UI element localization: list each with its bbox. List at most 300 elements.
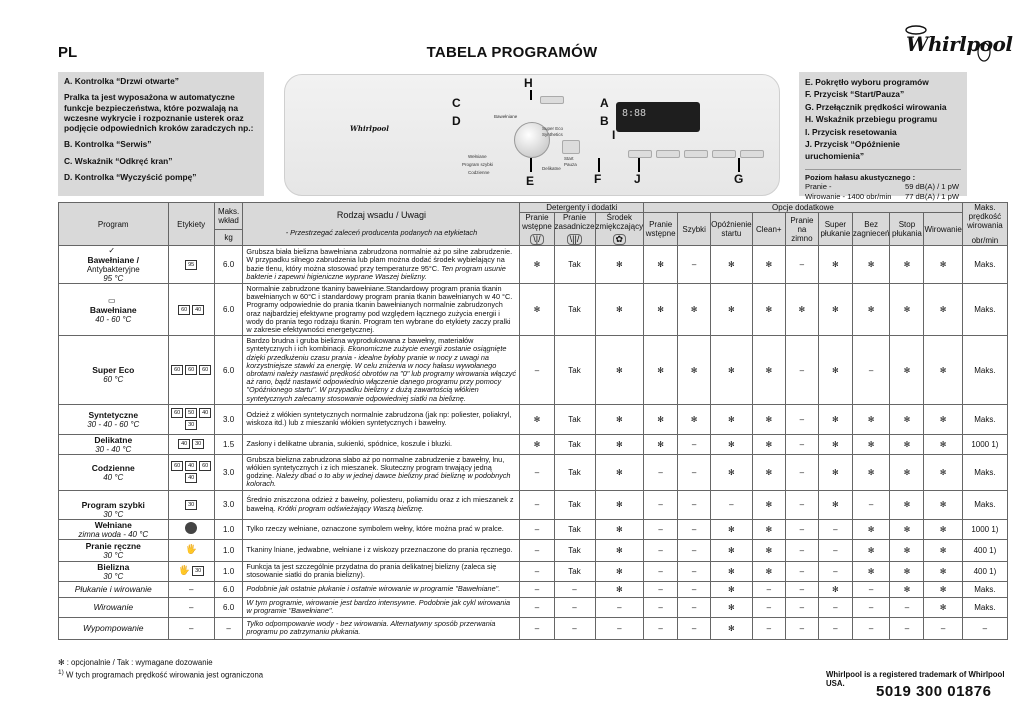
detergent-value: Tak bbox=[554, 454, 595, 490]
option-value: ✻ bbox=[752, 539, 785, 561]
kg-label: kg bbox=[215, 229, 243, 242]
detergent-value: – bbox=[520, 597, 554, 617]
labels-cell bbox=[168, 581, 214, 597]
option-value: ✻ bbox=[752, 490, 785, 519]
table-row bbox=[59, 490, 1008, 519]
letter-a: A bbox=[600, 96, 609, 110]
program-cell bbox=[59, 539, 169, 561]
knob-label: Pauza bbox=[564, 162, 577, 167]
max-load-value: 1.0 bbox=[214, 519, 243, 539]
detergent-value: – bbox=[520, 490, 554, 519]
option-col: Wirowanie bbox=[924, 213, 962, 246]
wash-temp-icon: 30 bbox=[192, 439, 204, 449]
wash-temp-icon: 30 bbox=[185, 500, 197, 510]
letter-h: H bbox=[524, 76, 533, 90]
option-value: ✻ bbox=[818, 454, 852, 490]
wash-temp-icon: 60 bbox=[171, 408, 183, 418]
wash-temp-icon: 60 bbox=[171, 461, 183, 471]
table-row bbox=[59, 561, 1008, 581]
table-row bbox=[59, 404, 1008, 434]
option-value: ✻ bbox=[711, 454, 752, 490]
antibac-icon: ✓ bbox=[108, 246, 116, 255]
description-text: Tkaniny lniane, jedwabne, wełniane i z wiskozy przeznaczone do prania ręcznego. bbox=[246, 545, 513, 555]
option-value: – bbox=[852, 490, 889, 519]
option-value: ✻ bbox=[785, 284, 818, 336]
option-value: ✻ bbox=[890, 561, 924, 581]
pointer-arrow bbox=[738, 158, 740, 172]
option-value: – bbox=[852, 597, 889, 617]
program-temp: 30 - 40 - 60 °C bbox=[87, 419, 140, 429]
panel-logo: Whirlpool bbox=[350, 124, 389, 133]
option-value: – bbox=[644, 454, 678, 490]
option-col: Pranie wstępne bbox=[644, 213, 678, 246]
option-value: ✻ bbox=[752, 284, 785, 336]
option-value: ✻ bbox=[924, 246, 962, 284]
max-load-value: 1.5 bbox=[214, 434, 243, 454]
option-button bbox=[656, 150, 680, 158]
detergent-value: ✻ bbox=[595, 581, 644, 597]
program-temp: 95 °C bbox=[103, 274, 124, 283]
detergent-col bbox=[520, 213, 554, 246]
option-value: ✻ bbox=[752, 519, 785, 539]
table-row bbox=[59, 519, 1008, 539]
description-note: Należy dbać o to aby w jednej dawce bielizny prać bieliznę w podobnych kolorach. bbox=[246, 471, 511, 489]
option-value: – bbox=[785, 539, 818, 561]
legend-g: G. Przełącznik prędkości wirowania bbox=[805, 101, 947, 112]
legend-d: D. Kontrolka “Wyczyścić pompę” bbox=[64, 172, 197, 183]
option-value: ✻ bbox=[924, 454, 962, 490]
legend-a-desc: Pralka ta jest wyposażona w automatyczne funkcje bezpieczeństwa, które pozwalają na wczesne wykrycie i rozpoznanie usterek oraz podjęcie odpowiednich kroków zaradczych np.: bbox=[64, 92, 254, 134]
option-col: Stop płukania bbox=[890, 213, 924, 246]
option-value: ✻ bbox=[711, 404, 752, 434]
option-value: – bbox=[678, 617, 711, 639]
option-value: – bbox=[678, 539, 711, 561]
pointer-arrow bbox=[638, 158, 640, 172]
footnote-1 bbox=[58, 668, 263, 680]
document-code: 5019 300 01876 bbox=[876, 683, 992, 700]
option-value: – bbox=[644, 581, 678, 597]
pointer-arrow bbox=[530, 90, 532, 100]
option-value: ✻ bbox=[852, 519, 889, 539]
option-value: – bbox=[818, 561, 852, 581]
option-value: – bbox=[785, 597, 818, 617]
cotton-icon: ▭ bbox=[107, 295, 116, 305]
option-value: – bbox=[678, 454, 711, 490]
program-cell bbox=[59, 581, 169, 597]
option-col: Super płukanie bbox=[818, 213, 852, 246]
option-value: ✻ bbox=[924, 336, 962, 405]
load-description bbox=[243, 404, 520, 434]
program-temp: 30 °C bbox=[103, 571, 124, 581]
col-program: Program bbox=[59, 203, 169, 246]
detergent-value: ✻ bbox=[520, 404, 554, 434]
noise-title: Poziom hałasu akustycznego : bbox=[805, 172, 916, 182]
detergent-value: – bbox=[520, 539, 554, 561]
spin-value: 400 1) bbox=[962, 561, 1007, 581]
labels-cell bbox=[168, 539, 214, 561]
load-description bbox=[243, 490, 520, 519]
footnote-text: W tych programach prędkość wirowania jest ograniczona bbox=[65, 670, 264, 680]
option-value: – bbox=[924, 617, 962, 639]
detergent-value: ✻ bbox=[595, 336, 644, 405]
description-text: Tylko rzeczy wełniane, oznaczone symbolem wełny, które można prać w pralce. bbox=[246, 524, 504, 534]
detergent-value: – bbox=[595, 617, 644, 639]
option-col: Bez zagnieceń bbox=[852, 213, 889, 246]
program-temp: 30 °C bbox=[103, 509, 124, 519]
option-value: ✻ bbox=[924, 581, 962, 597]
program-cell bbox=[59, 597, 169, 617]
knob-label: Super Eco bbox=[542, 126, 564, 131]
option-button bbox=[740, 150, 764, 158]
description-note: Ekonomiczne zużycie energii zostanie osiągnięte dzięki przedłużeniu czasu prania - idealne byłoby pranie w nocy z uwagi na korzystniejsze stawki za energię. W celu zniżenia w nocy hałasu wywołanego obrotami należy nastawić prędkość obrotów na "0" lub programy wirowania włączyć aż rano, bądź nastawić odpowiednio włączenie danego programu przy pomocy "Opóźnionego startu". W przypadku bielizny z dużą zawartością włókien syntetycznych zalecamy stosowanie odpowiedniej siatki na bieliznę. bbox=[246, 344, 517, 403]
program-name: Bielizna bbox=[97, 561, 130, 572]
load-description bbox=[243, 539, 520, 561]
hand-wash-icon: 🖐 bbox=[178, 565, 190, 576]
option-value: ✻ bbox=[852, 284, 889, 336]
drawer-compartment-icon: ✿ bbox=[613, 234, 627, 245]
program-cell bbox=[59, 284, 169, 336]
wash-temp-icon: 60 bbox=[178, 305, 190, 315]
spin-value: 400 1) bbox=[962, 539, 1007, 561]
detergent-value: – bbox=[554, 597, 595, 617]
option-value: ✻ bbox=[924, 284, 962, 336]
legend-f: F. Przycisk “Start/Pauza” bbox=[805, 89, 905, 100]
trademark-note: Whirlpool is a registered trademark of Whirlpool USA. bbox=[826, 670, 1005, 688]
wash-temp-icon: 40 bbox=[185, 461, 197, 471]
description-text: Funkcja ta jest szczególnie przydatna do prania delikatnej bielizny (zaleca się stosowanie siatki do prania bielizny). bbox=[246, 561, 497, 580]
option-value: ✻ bbox=[924, 519, 962, 539]
detergent-value: ✻ bbox=[595, 246, 644, 284]
option-value: ✻ bbox=[678, 404, 711, 434]
option-value: – bbox=[678, 490, 711, 519]
language-code: PL bbox=[58, 44, 78, 61]
wash-temp-icon: 30 bbox=[192, 566, 204, 576]
option-value: ✻ bbox=[644, 336, 678, 405]
option-value: ✻ bbox=[818, 336, 852, 405]
option-value: – bbox=[644, 539, 678, 561]
option-value: ✻ bbox=[644, 246, 678, 284]
option-value: ✻ bbox=[852, 404, 889, 434]
detergent-value: Tak bbox=[554, 539, 595, 561]
option-value: ✻ bbox=[818, 581, 852, 597]
program-name: Program szybki bbox=[81, 499, 145, 510]
detergent-value: ✻ bbox=[595, 404, 644, 434]
wool-icon bbox=[185, 522, 197, 534]
option-value: ✻ bbox=[852, 539, 889, 561]
program-name-2: Antybakteryjne bbox=[86, 265, 140, 274]
col-load-type bbox=[243, 203, 520, 246]
detergent-value: – bbox=[554, 617, 595, 639]
option-value: ✻ bbox=[711, 284, 752, 336]
option-value: ✻ bbox=[711, 519, 752, 539]
table-row bbox=[59, 617, 1008, 639]
footnote-legend: ✻ : opcjonalnie / Tak : wymagane dozowanie bbox=[58, 658, 213, 667]
noise-info bbox=[805, 169, 961, 202]
labels-cell bbox=[168, 490, 214, 519]
pointer-arrow bbox=[530, 158, 532, 172]
description-text: Grubsza bielizna zabrudzona słabo aż po normalne zabrudzenie z bawełny, lnu, włókien syntetycznych i z ich mieszanek. Skuteczny program trwający jedną godzinę. bbox=[246, 454, 505, 481]
option-value: ✻ bbox=[752, 434, 785, 454]
option-value: ✻ bbox=[644, 284, 678, 336]
option-col: Pranie na zimno bbox=[785, 213, 818, 246]
option-value: – bbox=[678, 581, 711, 597]
option-value: ✻ bbox=[852, 246, 889, 284]
wash-temp-icon: 40 bbox=[178, 439, 190, 449]
option-value: – bbox=[678, 561, 711, 581]
wash-temp-icon: 40 bbox=[192, 305, 204, 315]
legend-e: E. Pokrętło wyboru programów bbox=[805, 77, 929, 87]
letter-e: E bbox=[526, 174, 535, 188]
wash-temp-icon: 60 bbox=[199, 365, 211, 375]
detergent-value: – bbox=[595, 597, 644, 617]
option-value: – bbox=[785, 561, 818, 581]
noise-row bbox=[805, 182, 961, 192]
program-name: Płukanie i wirowanie bbox=[74, 584, 152, 595]
detergent-col bbox=[595, 213, 644, 246]
max-load-value: 6.0 bbox=[214, 336, 243, 405]
knob-label: Wełniane bbox=[468, 154, 487, 159]
panel-display bbox=[616, 102, 700, 132]
option-value: ✻ bbox=[711, 336, 752, 405]
option-value: ✻ bbox=[924, 561, 962, 581]
detergent-value: ✻ bbox=[595, 490, 644, 519]
spin-unit: obr/min bbox=[971, 236, 999, 245]
option-value: – bbox=[678, 597, 711, 617]
option-value: ✻ bbox=[752, 404, 785, 434]
max-load-value: 1.0 bbox=[214, 539, 243, 561]
option-value: – bbox=[785, 490, 818, 519]
spin-value: 1000 1) bbox=[962, 519, 1007, 539]
load-description bbox=[243, 597, 520, 617]
description-text: Bardzo brudna i gruba bielizna wyprodukowana z bawełny, materiałów syntetycznych i ich kombinacji. bbox=[246, 336, 474, 354]
description-text: Normalnie zabrudzone tkaniny bawełniane.Standardowy program prania tkanin bawełnianych w 60°C i standardowy program prania tkanin bawełnianych w 40 °C. Programy odpowiednie do prania tkanin bawełnianych normalnie zabrudzonych oraz najbardziej efektywne programy pod względem łącznego zużycia energii i wody do prania tego rodzaju tkanin. Program ten wybrane do etykiety zaczy pralki w zakresie efektywności energetycznej. bbox=[246, 284, 513, 335]
footnote-marker: 1) bbox=[58, 668, 64, 676]
detergent-value: – bbox=[520, 617, 554, 639]
program-cell bbox=[59, 246, 169, 284]
option-value: – bbox=[785, 454, 818, 490]
letter-c: C bbox=[452, 96, 461, 110]
col-options: Opcje dodatkowe bbox=[644, 203, 963, 213]
spin-value: Maks. bbox=[962, 597, 1007, 617]
option-button bbox=[712, 150, 736, 158]
option-value: ✻ bbox=[890, 246, 924, 284]
logo-word: Whirlpool bbox=[906, 32, 1013, 56]
load-description bbox=[243, 336, 520, 405]
table-row bbox=[59, 336, 1008, 405]
detergent-value: – bbox=[520, 561, 554, 581]
spin-value: Maks. bbox=[962, 336, 1007, 405]
label-none: – bbox=[188, 623, 194, 633]
program-name: Super Eco bbox=[92, 365, 135, 376]
letter-i: I bbox=[612, 128, 616, 142]
option-value: ✻ bbox=[890, 539, 924, 561]
option-value: ✻ bbox=[752, 561, 785, 581]
option-value: – bbox=[785, 404, 818, 434]
option-value: – bbox=[852, 581, 889, 597]
program-name: Wirowanie bbox=[93, 602, 134, 613]
noise-value: 77 dB(A) / 1 pW bbox=[905, 191, 960, 201]
option-value: – bbox=[752, 581, 785, 597]
labels-cell bbox=[168, 519, 214, 539]
max-load-value: – bbox=[214, 617, 243, 639]
warning-label: - Przestrzegać zaleceń producenta podanych na etykietach bbox=[285, 228, 478, 237]
option-value: ✻ bbox=[818, 246, 852, 284]
load-description bbox=[243, 519, 520, 539]
labels-cell bbox=[168, 597, 214, 617]
wash-temp-icon: 60 bbox=[185, 365, 197, 375]
program-temp: 40 °C bbox=[103, 472, 124, 482]
option-value: ✻ bbox=[924, 490, 962, 519]
wash-temp-icon: 50 bbox=[185, 408, 197, 418]
max-load-value: 3.0 bbox=[214, 404, 243, 434]
program-temp: 30 - 40 °C bbox=[95, 444, 132, 454]
option-value: – bbox=[785, 246, 818, 284]
knob-label: Delikatne bbox=[542, 166, 561, 171]
option-value: ✻ bbox=[711, 581, 752, 597]
option-button bbox=[684, 150, 708, 158]
option-value: ✻ bbox=[924, 434, 962, 454]
labels-cell bbox=[168, 561, 214, 581]
detergent-value: Tak bbox=[554, 336, 595, 405]
right-legend bbox=[799, 72, 967, 201]
knob-label: Start bbox=[564, 156, 574, 161]
spin-label: Maks. prędkość wirowania bbox=[967, 203, 1003, 230]
detergent-value: Tak bbox=[554, 284, 595, 336]
option-value: – bbox=[752, 597, 785, 617]
option-value: – bbox=[752, 617, 785, 639]
option-value: – bbox=[678, 519, 711, 539]
labels-cell bbox=[168, 246, 214, 284]
option-value: – bbox=[678, 434, 711, 454]
table-row bbox=[59, 434, 1008, 454]
program-name: Wypompowanie bbox=[83, 623, 144, 634]
left-legend bbox=[58, 72, 264, 196]
col-max-load bbox=[214, 203, 243, 246]
col-detergents: Detergenty i dodatki bbox=[520, 203, 644, 213]
program-cell bbox=[59, 434, 169, 454]
option-value: – bbox=[644, 561, 678, 581]
detergent-value: ✻ bbox=[595, 519, 644, 539]
hand-wash-icon: 🖐 bbox=[185, 544, 197, 555]
option-col: Opóźnienie startu bbox=[711, 213, 752, 246]
program-temp: 30 °C bbox=[103, 550, 124, 560]
detergent-value: ✻ bbox=[595, 434, 644, 454]
detergent-value: Tak bbox=[554, 561, 595, 581]
option-value: ✻ bbox=[818, 490, 852, 519]
program-name: Bawełniane bbox=[89, 304, 137, 315]
wash-temp-icon: 40 bbox=[185, 473, 197, 483]
option-value: – bbox=[890, 597, 924, 617]
knob-label: Program szybki bbox=[462, 162, 494, 167]
program-cell bbox=[59, 519, 169, 539]
max-load-value: 3.0 bbox=[214, 454, 243, 490]
noise-label: Wirowanie - 1400 obr/min bbox=[805, 191, 892, 201]
spin-value: Maks. bbox=[962, 454, 1007, 490]
description-text: Grubsza biała bielizna bawełniana zabrudzona normalnie aż po silne zabrudzenie. W przypadku silnego zabrudzenia lub plam można dodać środek wybielający na bazie tlenu, który można stosować przy temperaturze 95°C. bbox=[246, 247, 513, 273]
load-description bbox=[243, 561, 520, 581]
program-temp: 40 - 60 °C bbox=[95, 314, 132, 324]
drawer-compartment-icon: \|/ bbox=[530, 234, 543, 245]
display-digits: 8:88 bbox=[622, 108, 647, 119]
detergent-value: Tak bbox=[554, 519, 595, 539]
option-value: ✻ bbox=[711, 434, 752, 454]
noise-label: Pranie - bbox=[805, 182, 832, 192]
letter-g: G bbox=[734, 172, 744, 186]
program-name: Pranie ręczne bbox=[85, 540, 141, 551]
option-value: – bbox=[785, 581, 818, 597]
col-spin bbox=[962, 203, 1007, 246]
label-none: – bbox=[188, 584, 194, 594]
detergent-col-label: Środek zmiękczający bbox=[595, 213, 644, 231]
program-cell bbox=[59, 561, 169, 581]
detergent-value: Tak bbox=[554, 246, 595, 284]
option-value: – bbox=[852, 617, 889, 639]
max-load-value: 6.0 bbox=[214, 284, 243, 336]
option-value: ✻ bbox=[711, 539, 752, 561]
option-value: – bbox=[711, 490, 752, 519]
letter-d: D bbox=[452, 114, 461, 128]
load-description bbox=[243, 284, 520, 336]
option-value: ✻ bbox=[818, 434, 852, 454]
pointer-arrow bbox=[598, 158, 600, 172]
legend-b: B. Kontrolka “Serwis” bbox=[64, 139, 152, 150]
program-name: Syntetyczne bbox=[88, 409, 139, 420]
spin-value: Maks. bbox=[962, 490, 1007, 519]
table-row bbox=[59, 454, 1008, 490]
option-value: – bbox=[890, 617, 924, 639]
option-value: ✻ bbox=[644, 434, 678, 454]
program-cell bbox=[59, 454, 169, 490]
legend-j: J. Przycisk “Opóźnienie uruchomienia” bbox=[805, 139, 900, 162]
option-value: – bbox=[644, 490, 678, 519]
option-value: – bbox=[852, 336, 889, 405]
spin-value: 1000 1) bbox=[962, 434, 1007, 454]
option-value: – bbox=[644, 597, 678, 617]
load-description bbox=[243, 246, 520, 284]
option-value: ✻ bbox=[644, 404, 678, 434]
program-name: Delikatne bbox=[94, 434, 133, 445]
detergent-col-label: Pranie zasadnicze bbox=[554, 213, 595, 231]
option-value: ✻ bbox=[752, 336, 785, 405]
footnotes bbox=[58, 658, 263, 680]
option-value: ✻ bbox=[852, 454, 889, 490]
program-name: Bawełniane / bbox=[87, 255, 140, 265]
detergent-value: ✻ bbox=[595, 454, 644, 490]
option-col: Szybki bbox=[678, 213, 711, 246]
load-description bbox=[243, 434, 520, 454]
option-value: ✻ bbox=[924, 597, 962, 617]
detergent-value: ✻ bbox=[595, 284, 644, 336]
option-value: ✻ bbox=[890, 404, 924, 434]
knob-label: Codzienne bbox=[468, 170, 490, 175]
control-panel-illustration bbox=[272, 74, 792, 196]
detergent-value: Tak bbox=[554, 404, 595, 434]
option-value: – bbox=[785, 617, 818, 639]
option-value: ✻ bbox=[818, 404, 852, 434]
program-temp: 60 °C bbox=[103, 375, 124, 385]
description-note: Tylko odpompowanie wody - bez wirowania. Alternatywny sposób przerwania programu po zatrzymaniu płukania. bbox=[246, 618, 496, 637]
description-note: Ten program usunie bakterie i zapewni higieniczne wyprane Waszej bielizny. bbox=[246, 263, 506, 281]
load-description bbox=[243, 617, 520, 639]
whirlpool-logo bbox=[898, 22, 1013, 62]
spin-value: – bbox=[962, 617, 1007, 639]
option-value: ✻ bbox=[852, 561, 889, 581]
label-none: – bbox=[188, 602, 194, 612]
detergent-col bbox=[554, 213, 595, 246]
description-text: Średnio zniszczona odzież z bawełny, poliesteru, poliamidu oraz z ich mieszanek z bawełną. bbox=[246, 495, 514, 513]
option-value: ✻ bbox=[678, 284, 711, 336]
description-note: Podobnie jak ostatnie płukanie i ostatnie wirowanie w programie "Bawełniane". bbox=[246, 584, 501, 594]
